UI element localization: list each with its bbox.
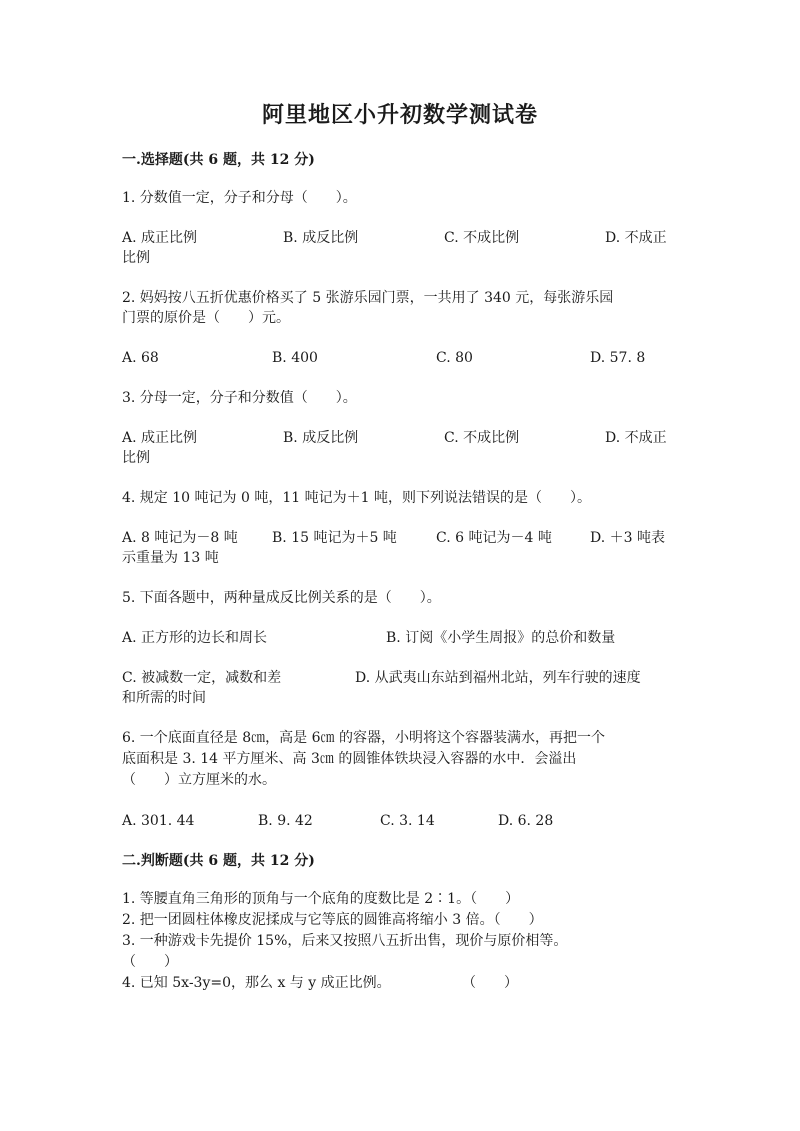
judgment-4-paren: （ ） bbox=[462, 975, 518, 991]
q1-option-d: D. 不成正 bbox=[605, 230, 667, 246]
q5-option-b: B. 订阅《小学生周报》的总价和数量 bbox=[386, 630, 616, 646]
q4-option-c: C. 6 吨记为－4 吨 bbox=[436, 530, 552, 546]
q4-option-b: B. 15 吨记为＋5 吨 bbox=[272, 530, 397, 546]
q4-option-a: A. 8 吨记为－8 吨 bbox=[122, 530, 238, 546]
q1-option-d-cont: 比例 bbox=[122, 250, 150, 266]
q1-option-c: C. 不成比例 bbox=[444, 230, 520, 246]
judgment-1: 1. 等腰直角三角形的顶角与一个底角的度数比是 2∶1。（ ） bbox=[122, 891, 520, 907]
q6-option-b: B. 9. 42 bbox=[258, 813, 313, 829]
q4-option-d-cont: 示重量为 13 吨 bbox=[122, 550, 219, 566]
q5-option-d-cont: 和所需的时间 bbox=[122, 690, 206, 706]
question-3: 3. 分母一定，分子和分数值（ ）。 bbox=[122, 390, 357, 406]
question-6-line3: （ ）立方厘米的水。 bbox=[122, 772, 276, 788]
q3-option-a: A. 成正比例 bbox=[122, 430, 198, 446]
q3-option-b: B. 成反比例 bbox=[283, 430, 359, 446]
q6-option-a: A. 301. 44 bbox=[122, 813, 195, 829]
page-title: 阿里地区小升初数学测试卷 bbox=[261, 102, 538, 128]
q5-option-c: C. 被减数一定，减数和差 bbox=[122, 670, 282, 686]
section-heading-judgment: 二.判断题(共 6 题，共 12 分) bbox=[122, 853, 315, 869]
question-6-line1: 6. 一个底面直径是 8㎝，高是 6㎝ 的容器，小明将这个容器装满水，再把一个 bbox=[122, 730, 605, 746]
question-4: 4. 规定 10 吨记为 0 吨，11 吨记为＋1 吨，则下列说法错误的是（ ）。 bbox=[122, 490, 591, 506]
question-2-line2: 门票的原价是（ ）元。 bbox=[122, 310, 290, 326]
q2-option-c: C. 80 bbox=[436, 350, 473, 366]
judgment-3-paren: （ ） bbox=[122, 954, 178, 970]
question-6-line2: 底面积是 3. 14 平方厘米、高 3㎝ 的圆锥体铁块浸入容器的水中．会溢出 bbox=[122, 751, 577, 767]
judgment-2: 2. 把一团圆柱体橡皮泥揉成与它等底的圆锥高将缩小 3 倍。（ ） bbox=[122, 912, 543, 928]
q3-option-d: D. 不成正 bbox=[605, 430, 667, 446]
question-1: 1. 分数值一定，分子和分母（ ）。 bbox=[122, 190, 357, 206]
q3-option-c: C. 不成比例 bbox=[444, 430, 520, 446]
q6-option-c: C. 3. 14 bbox=[380, 813, 435, 829]
question-5: 5. 下面各题中，两种量成反比例关系的是（ ）。 bbox=[122, 590, 441, 606]
judgment-4: 4. 已知 5x-3y=0，那么 x 与 y 成正比例。 bbox=[122, 975, 391, 991]
q2-option-d: D. 57. 8 bbox=[590, 350, 646, 366]
judgment-3: 3. 一种游戏卡先提价 15%，后来又按照八五折出售，现价与原价相等。 bbox=[122, 933, 568, 949]
q3-option-d-cont: 比例 bbox=[122, 450, 150, 466]
section-heading-choice: 一.选择题(共 6 题，共 12 分) bbox=[122, 152, 315, 168]
q1-option-b: B. 成反比例 bbox=[283, 230, 359, 246]
q5-option-a: A. 正方形的边长和周长 bbox=[122, 630, 268, 646]
q5-option-d: D. 从武夷山东站到福州北站，列车行驶的速度 bbox=[355, 670, 641, 686]
q1-option-a: A. 成正比例 bbox=[122, 230, 198, 246]
q6-option-d: D. 6. 28 bbox=[498, 813, 554, 829]
q2-option-a: A. 68 bbox=[122, 350, 159, 366]
question-2-line1: 2. 妈妈按八五折优惠价格买了 5 张游乐园门票，一共用了 340 元，每张游乐园 bbox=[122, 290, 614, 306]
q4-option-d: D. ＋3 吨表 bbox=[590, 530, 665, 546]
q2-option-b: B. 400 bbox=[272, 350, 318, 366]
